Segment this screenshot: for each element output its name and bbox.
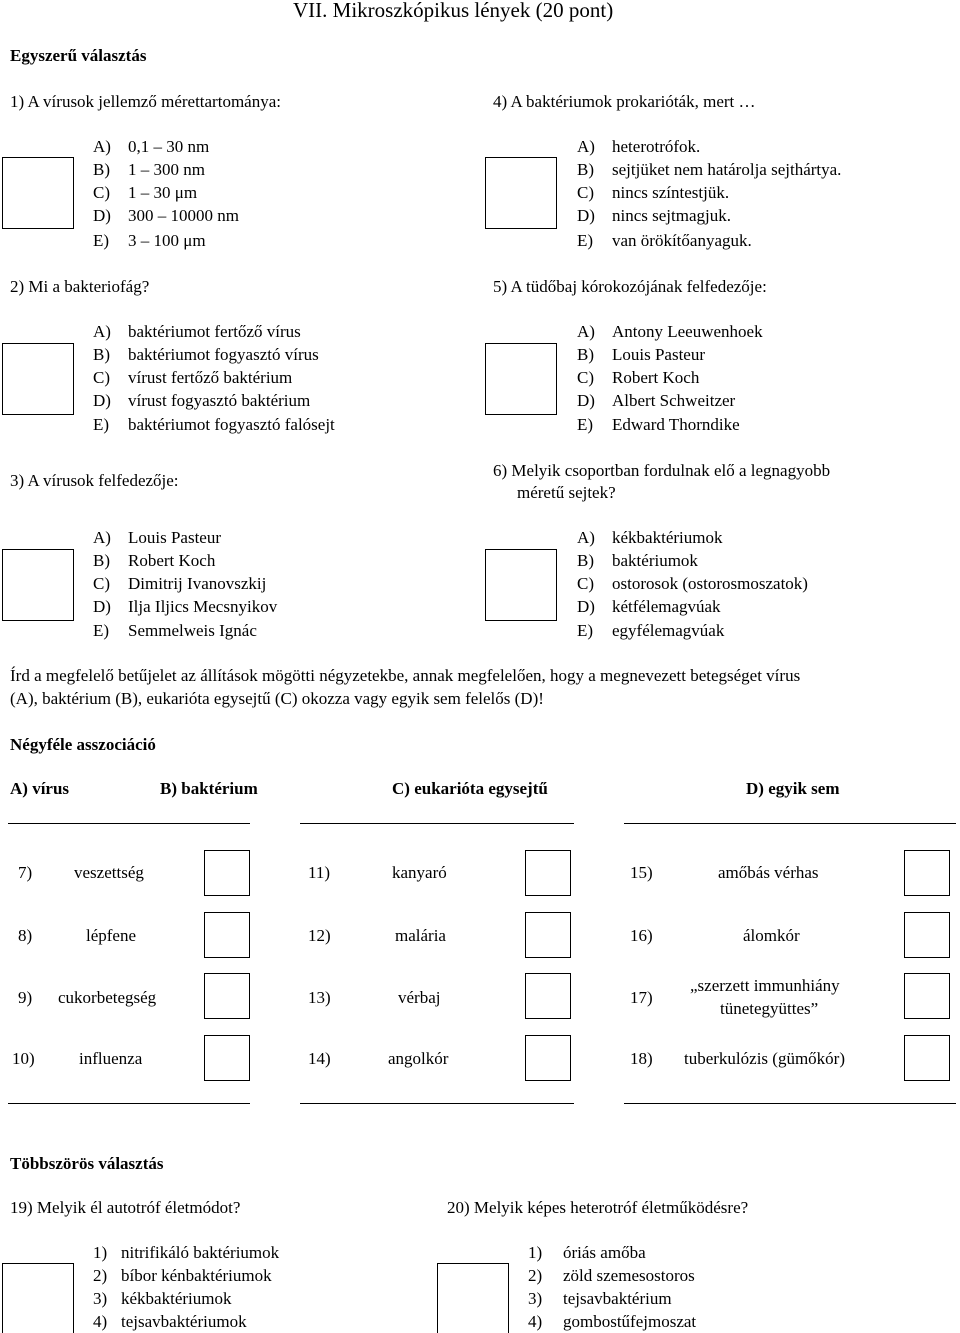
option-letter: 1) [528,1243,543,1262]
option-text: kékbaktériumok [612,528,723,547]
option-text: Ilja Iljics Mecsnyikov [128,597,278,616]
answer-box-7[interactable] [204,850,250,896]
option-letter: D) [93,597,111,616]
question-6-line2: méretű sejtek? [517,483,616,502]
question-3: 3) A vírusok felfedezője: [10,471,179,490]
answer-box-16[interactable] [904,912,950,958]
option-letter: A) [577,528,595,547]
answer-box-17[interactable] [904,973,950,1019]
option-letter: D) [577,391,595,410]
option-text: Robert Koch [612,368,700,387]
option-text: heterotrófok. [612,137,701,156]
option-text: 300 – 10000 nm [128,206,239,225]
answer-box-q2[interactable] [2,343,74,415]
option-text: ostorosok (ostorosmoszatok) [612,574,808,593]
answer-box-9[interactable] [204,973,250,1019]
option-letter: A) [577,137,595,156]
answer-box-13[interactable] [525,973,571,1019]
answer-box-q19[interactable] [2,1263,74,1333]
option-letter: 4) [93,1312,108,1331]
answer-box-12[interactable] [525,912,571,958]
question-4: 4) A baktériumok prokarióták, mert … [493,92,756,111]
option-text: sejtjüket nem határolja sejthártya. [612,160,842,179]
option-text: tejsavbaktérium [563,1289,672,1308]
option-letter: C) [577,574,594,593]
question-5: 5) A tüdőbaj kórokozójának felfedezője: [493,277,767,296]
page-title: VII. Mikroszkópikus lények (20 pont) [293,0,614,22]
disease-label: veszettség [74,863,144,882]
option-text: baktériumok [612,551,698,570]
option-text: egyfélemagvúak [612,621,725,640]
disease-label-line2: tünetegyüttes” [720,999,819,1018]
disease-label: vérbaj [398,988,441,1007]
option-text: vírust fogyasztó baktérium [128,391,311,410]
option-text: 1 – 30 μm [128,183,198,202]
option-text: 0,1 – 30 nm [128,137,210,156]
option-letter: D) [93,391,111,410]
option-letter: A) [93,528,111,547]
option-letter: C) [93,183,110,202]
option-text: Louis Pasteur [128,528,222,547]
option-text: tejsavbaktériumok [121,1312,247,1331]
divider [300,823,574,824]
option-text: Edward Thorndike [612,415,740,434]
option-letter: 2) [528,1266,543,1285]
option-letter: 3) [528,1289,543,1308]
answer-box-15[interactable] [904,850,950,896]
option-letter: D) [577,597,595,616]
category-c: C) eukarióta egysejtű [392,779,548,798]
question-20: 20) Melyik képes heterotróf életműködésre? [447,1198,749,1217]
instruction-line-1: Írd a megfelelő betűjelet az állítások mögötti négyzetekbe, annak megfelelően, hogy a megnevezett betegséget vírus [10,666,801,685]
option-text: kétfélemagvúak [612,597,721,616]
instruction-line-2: (A), baktérium (B), eukarióta egysejtű (C) okozza vagy egyik sem felelős (D)! [10,689,544,708]
disease-label: kanyaró [392,863,447,882]
option-letter: E) [93,415,110,434]
item-number: 14) [308,1049,331,1068]
disease-label: tuberkulózis (gümőkór) [684,1049,845,1068]
option-letter: B) [577,551,594,570]
option-letter: B) [577,345,594,364]
section-heading-single-choice: Egyszerű választás [10,46,147,65]
divider [8,1103,250,1104]
option-letter: C) [577,183,594,202]
option-text: 1 – 300 nm [128,160,205,179]
item-number: 7) [18,863,33,882]
option-letter: C) [93,574,110,593]
section-heading-multiple-choice: Többszörös választás [10,1154,164,1173]
item-number: 11) [308,863,331,882]
disease-label: amőbás vérhas [718,863,819,882]
option-letter: E) [93,231,110,250]
option-letter: B) [93,160,110,179]
option-text: van örökítőanyaguk. [612,231,752,250]
category-b: B) baktérium [160,779,258,798]
answer-box-14[interactable] [525,1035,571,1081]
answer-box-q1[interactable] [2,157,74,229]
option-letter: 1) [93,1243,108,1262]
option-letter: A) [577,322,595,341]
option-text: bíbor kénbaktériumok [121,1266,272,1285]
option-text: Albert Schweitzer [612,391,736,410]
divider [624,1103,956,1104]
answer-box-18[interactable] [904,1035,950,1081]
item-number: 18) [630,1049,653,1068]
disease-label: álomkór [743,926,800,945]
option-letter: 2) [93,1266,108,1285]
answer-box-q6[interactable] [485,549,557,621]
option-letter: B) [93,551,110,570]
category-a: A) vírus [10,779,70,798]
question-2: 2) Mi a bakteriofág? [10,277,150,296]
item-number: 15) [630,863,653,882]
option-text: baktériumot fogyasztó falósejt [128,415,335,434]
option-text: zöld szemesostoros [563,1266,695,1285]
question-1: 1) A vírusok jellemző mérettartománya: [10,92,281,111]
option-text: gombostűfejmoszat [563,1312,697,1331]
option-text: Louis Pasteur [612,345,706,364]
option-letter: E) [93,621,110,640]
option-text: 3 – 100 μm [128,231,206,250]
divider [624,823,956,824]
category-d: D) egyik sem [746,779,840,798]
divider [300,1103,574,1104]
answer-box-q3[interactable] [2,549,74,621]
option-letter: A) [93,137,111,156]
option-letter: 3) [93,1289,108,1308]
disease-label: influenza [79,1049,143,1068]
disease-label: cukorbetegség [58,988,157,1007]
question-6: 6) Melyik csoportban fordulnak elő a legnagyobb [493,461,831,480]
item-number: 10) [12,1049,35,1068]
option-text: óriás amőba [563,1243,646,1262]
option-text: baktériumot fogyasztó vírus [128,345,319,364]
disease-label: „szerzett immunhiány [690,976,840,995]
option-letter: B) [577,160,594,179]
option-text: nincs színtestjük. [612,183,730,202]
option-letter: C) [93,368,110,387]
option-letter: E) [577,621,594,640]
answer-box-11[interactable] [525,850,571,896]
option-text: kékbaktériumok [121,1289,232,1308]
disease-label: angolkór [388,1049,449,1068]
question-19: 19) Melyik él autotróf életmódot? [10,1198,241,1217]
answer-box-q5[interactable] [485,343,557,415]
option-letter: B) [93,345,110,364]
option-text: Dimitrij Ivanovszkij [128,574,267,593]
option-letter: E) [577,415,594,434]
option-letter: C) [577,368,594,387]
option-letter: E) [577,231,594,250]
option-text: nincs sejtmagjuk. [612,206,731,225]
item-number: 8) [18,926,33,945]
item-number: 12) [308,926,331,945]
option-letter: D) [577,206,595,225]
disease-label: lépfene [86,926,137,945]
option-text: Antony Leeuwenhoek [612,322,763,341]
answer-box-q4[interactable] [485,157,557,229]
option-text: nitrifikáló baktériumok [121,1243,280,1262]
option-letter: D) [93,206,111,225]
item-number: 16) [630,926,653,945]
option-text: vírust fertőző baktérium [128,368,293,387]
answer-box-q20[interactable] [437,1263,509,1333]
option-letter: A) [93,322,111,341]
divider [8,823,250,824]
option-letter: 4) [528,1312,543,1331]
answer-box-10[interactable] [204,1035,250,1081]
item-number: 17) [630,988,653,1007]
section-heading-association: Négyféle asszociáció [10,735,156,754]
option-text: Semmelweis Ignác [128,621,257,640]
item-number: 9) [18,988,33,1007]
answer-box-8[interactable] [204,912,250,958]
option-text: Robert Koch [128,551,216,570]
disease-label: malária [395,926,446,945]
option-text: baktériumot fertőző vírus [128,322,301,341]
item-number: 13) [308,988,331,1007]
